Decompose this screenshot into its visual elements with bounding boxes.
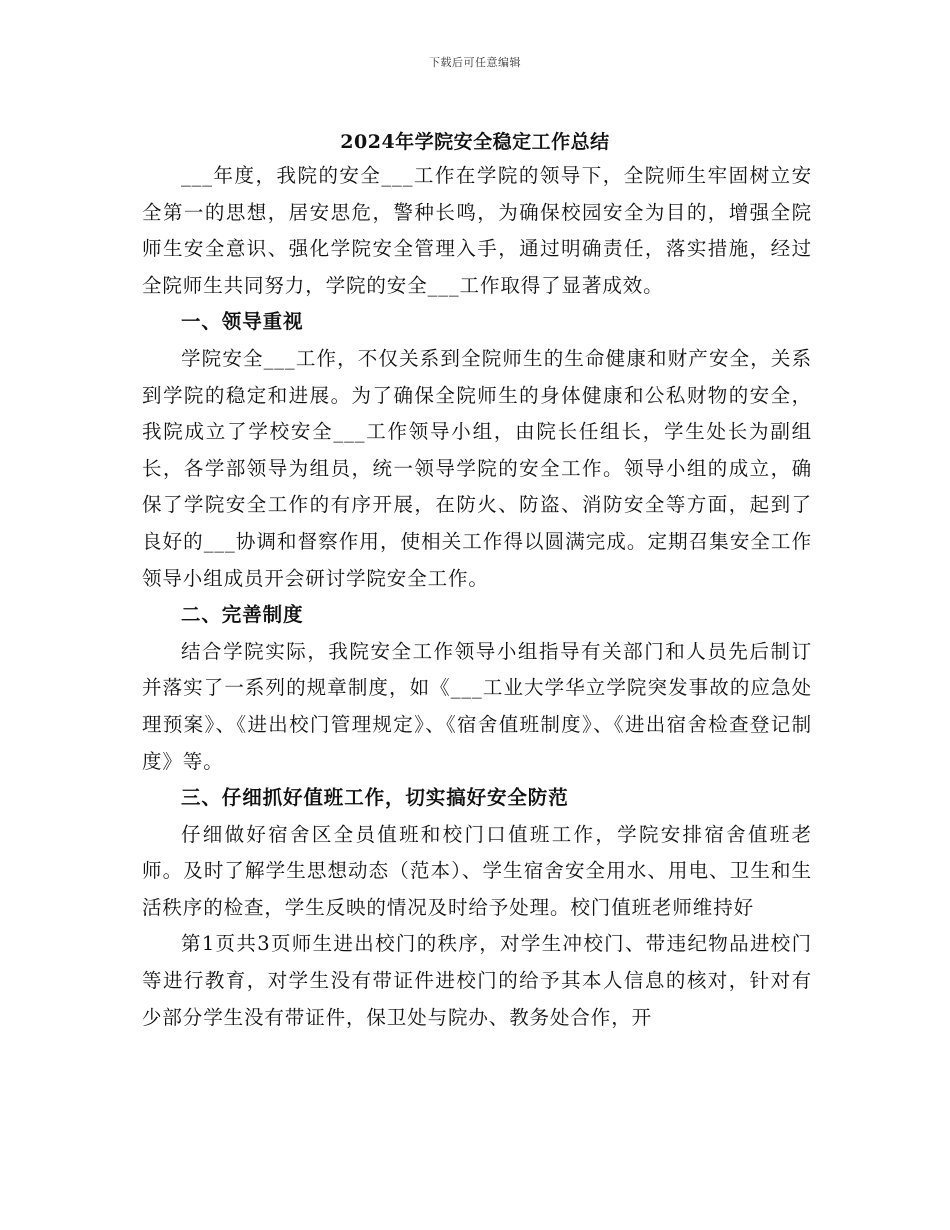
section-heading-duty: 三、仔细抓好值班工作，切实搞好安全防范: [181, 786, 569, 810]
section-heading-leadership: 一、领导重视: [181, 310, 304, 334]
section-body-leadership: 学院安全___工作，不仅关系到全院师生的生命健康和财产安全，关系到学院的稳定和进展。为了确保全院师生的身体健康和公私财物的安全，我院成立了学校安全___工作领导小组，由院长任组长，学生处长为副组长，各学部领导为组员，统一领导学院的安全工作。领导小组的成立，确保了学院安全工作的有序开展，在防火、防盗、消防安全等方面，起到了良好的___协调和督察作用，使相关工作得以圆满完成。定期召集安全工作领导小组成员开会研讨学院安全工作。: [142, 346, 812, 590]
intro-paragraph: ___年度，我院的安全___工作在学院的领导下，全院师生牢固树立安全第一的思想，居安思危，警种长鸣，为确保校园安全为目的，增强全院师生安全意识、强化学院安全管理入手，通过明确责任，落实措施，经过全院师生共同努力，学院的安全___工作取得了显著成效。: [142, 164, 812, 297]
continuation-paragraph: 第1页共3页师生进出校门的秩序，对学生冲校门、带违纪物品进校门等进行教育，对学生没有带证件进校门的给予其本人信息的核对，针对有少部分学生没有带证件，保卫处与院办、教务处合作，开: [142, 932, 812, 1029]
page-header: 下载后可任意编辑: [429, 56, 521, 69]
section-body-regulations: 结合学院实际，我院安全工作领导小组指导有关部门和人员先后制订并落实了一系列的规章制度，如《___工业大学华立学院突发事故的应急处理预案》、《进出校门管理规定》、《宿舍值班制度》、《进出宿舍检查登记制度》等。: [142, 639, 812, 773]
section-body-duty: 仔细做好宿舍区全员值班和校门口值班工作，学院安排宿舍值班老师。及时了解学生思想动态（范本）、学生宿舍安全用水、用电、卫生和生活秩序的检查，学生反映的情况及时给予处理。校门值班老师维持好: [142, 822, 812, 919]
document-title: 2024年学院安全稳定工作总结: [340, 131, 610, 153]
document-body: [142, 158, 812, 1036]
section-heading-regulations: 二、完善制度: [181, 603, 304, 627]
